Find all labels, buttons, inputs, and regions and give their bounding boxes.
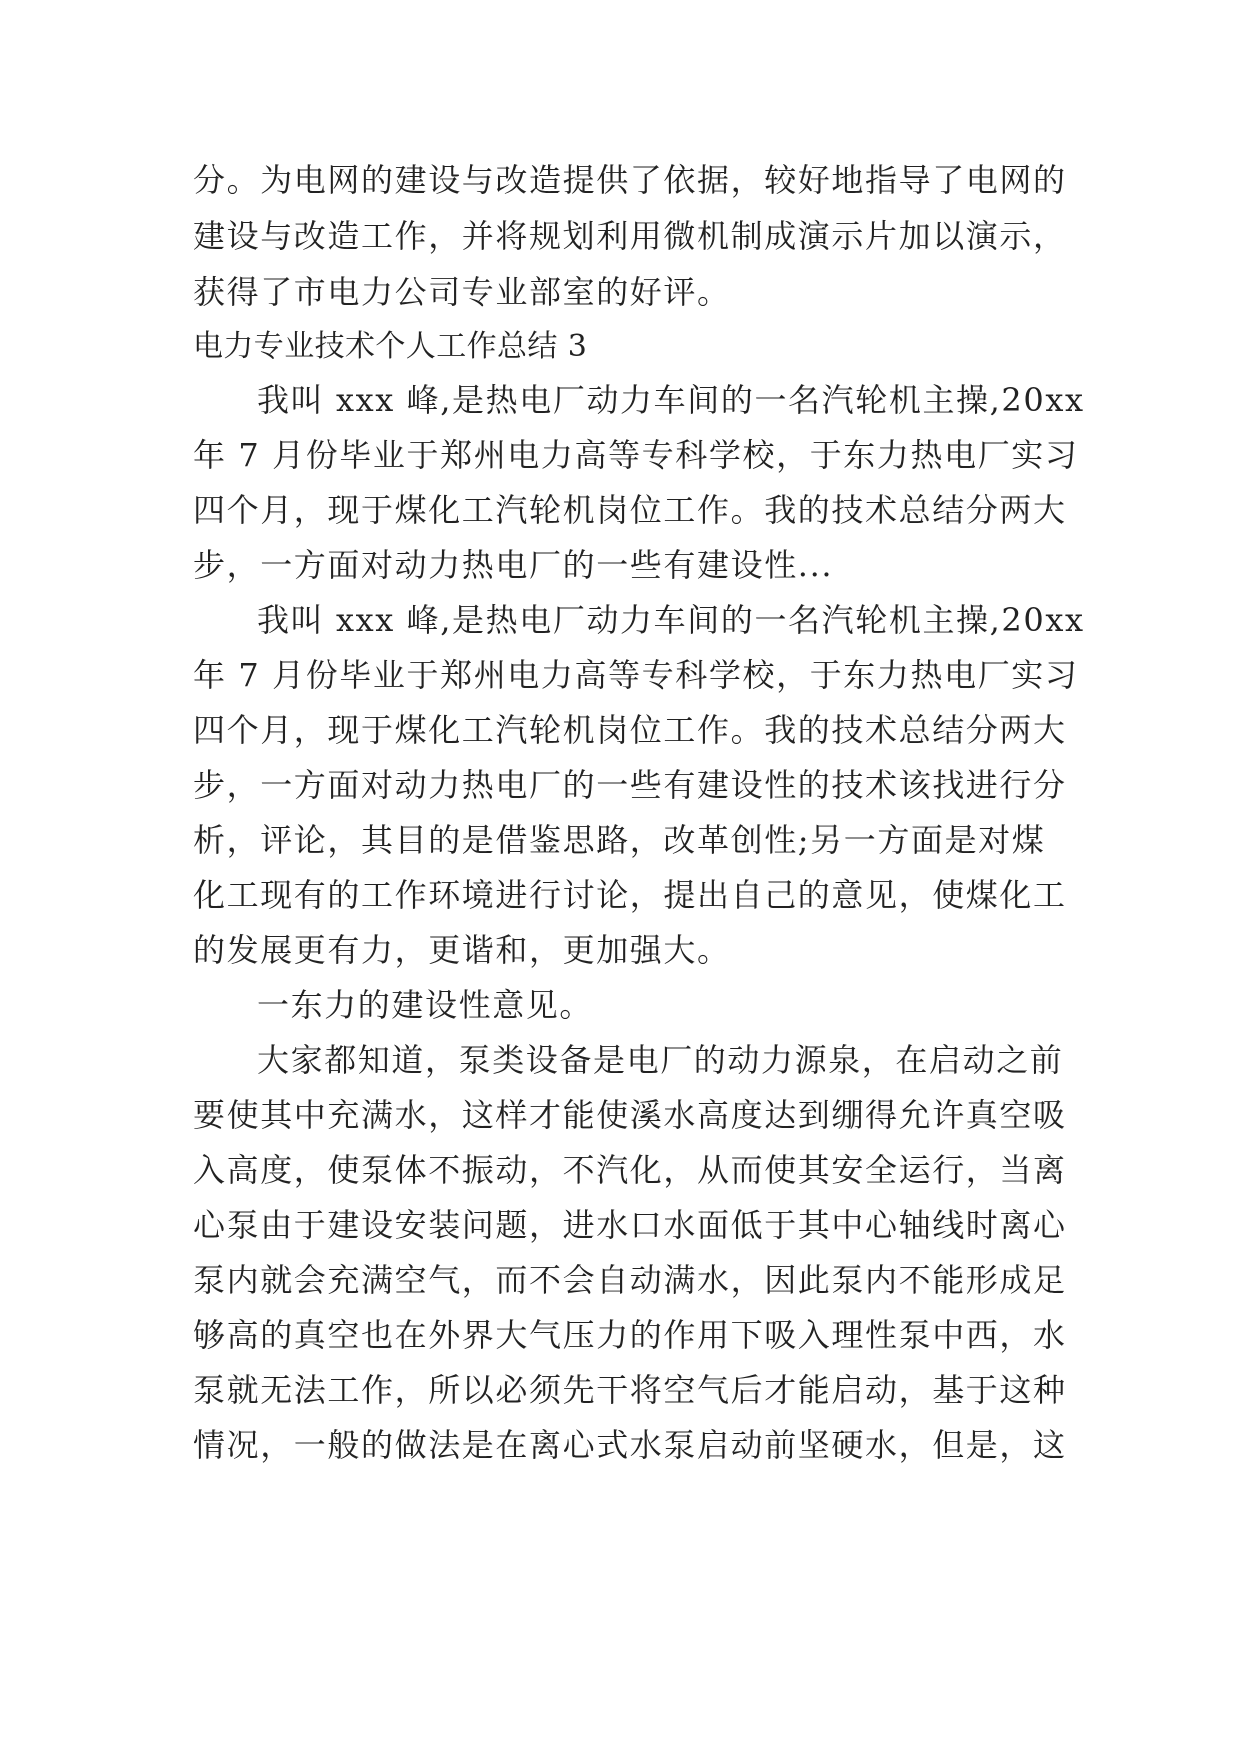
section-heading: 电力专业技术个人工作总结 3	[193, 329, 588, 364]
text-line: 的发展更有力，更谐和，更加强大。	[193, 931, 731, 969]
text-line: 心泵由于建设安装问题，进水口水面低于其中心轴线时离心	[193, 1206, 1067, 1244]
text-line: 情况，一般的做法是在离心式水泵启动前坚硬水，但是，这	[193, 1426, 1067, 1464]
text-line: 步，一方面对动力热电厂的一些有建设性的技术该找进行分	[193, 766, 1067, 804]
text-line: 年 7 月份毕业于郑州电力高等专科学校，于东力热电厂实习	[193, 656, 1079, 694]
text-line: 获得了市电力公司专业部室的好评。	[193, 273, 731, 311]
text-line: 我叫 xxx 峰,是热电厂动力车间的一名汽轮机主操,20xx	[257, 601, 1085, 639]
text-line: 要使其中充满水，这样才能使溪水高度达到绷得允许真空吸	[193, 1096, 1067, 1134]
text-line: 大家都知道，泵类设备是电厂的动力源泉，在启动之前	[257, 1041, 1064, 1079]
text-line: 分。为电网的建设与改造提供了依据，较好地指导了电网的	[193, 161, 1067, 199]
text-line: 四个月，现于煤化工汽轮机岗位工作。我的技术总结分两大	[193, 491, 1067, 529]
text-line: 四个月，现于煤化工汽轮机岗位工作。我的技术总结分两大	[193, 711, 1067, 749]
text-line: 入高度，使泵体不振动，不汽化，从而使其安全运行，当离	[193, 1151, 1067, 1189]
text-line: 建设与改造工作，并将规划利用微机制成演示片加以演示，	[193, 217, 1067, 255]
text-line: 泵就无法工作，所以必须先干将空气后才能启动，基于这种	[193, 1371, 1067, 1409]
text-line: 步，一方面对动力热电厂的一些有建设性...	[193, 546, 834, 584]
text-line: 析，评论，其目的是借鉴思路，改革创性;另一方面是对煤	[193, 821, 1046, 859]
text-line: 我叫 xxx 峰,是热电厂动力车间的一名汽轮机主操,20xx	[257, 381, 1085, 419]
text-line: 化工现有的工作环境进行讨论，提出自己的意见，使煤化工	[193, 876, 1067, 914]
subheading-line: 一东力的建设性意见。	[257, 986, 594, 1024]
text-line: 够高的真空也在外界大气压力的作用下吸入理性泵中西，水	[193, 1316, 1067, 1354]
text-line: 泵内就会充满空气，而不会自动满水，因此泵内不能形成足	[193, 1261, 1067, 1299]
text-line: 年 7 月份毕业于郑州电力高等专科学校，于东力热电厂实习	[193, 436, 1079, 474]
